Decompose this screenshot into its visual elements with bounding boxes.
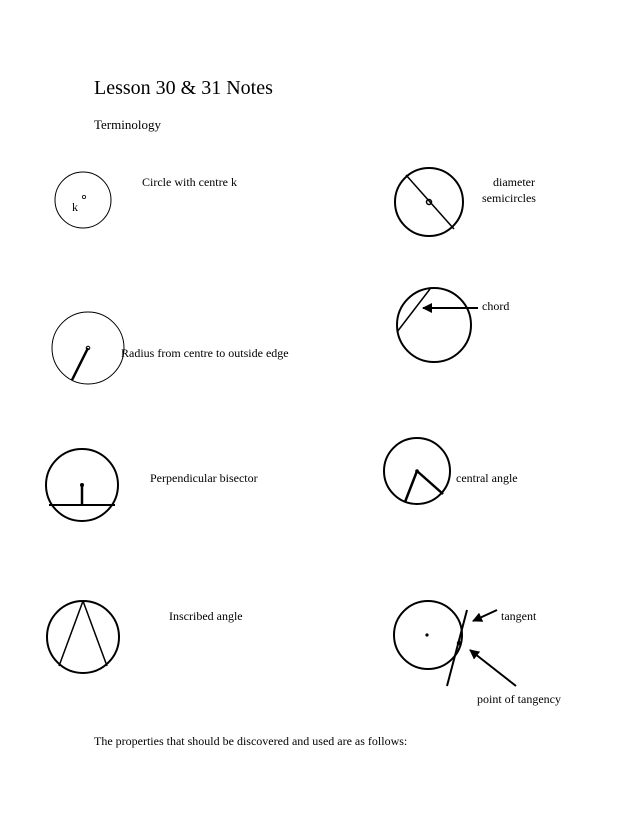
radius-figure — [52, 312, 124, 384]
chord-figure — [397, 288, 478, 362]
circle-centre-label: Circle with centre k — [142, 175, 237, 189]
central-angle-label: central angle — [456, 471, 518, 485]
circle-with-centre-figure — [55, 172, 111, 228]
central-angle-figure — [384, 438, 450, 504]
perpendicular-bisector-label: Perpendicular bisector — [150, 471, 258, 485]
chord-label: chord — [482, 299, 510, 313]
radius-label: Radius from centre to outside edge — [121, 346, 289, 360]
centre-k-label: k — [72, 200, 78, 214]
point-of-tangency-label: point of tangency — [477, 692, 561, 706]
inscribed-angle-figure — [47, 601, 119, 673]
properties-intro: The properties that should be discovered and used are as follows: — [94, 734, 408, 748]
perpendicular-bisector-figure — [46, 449, 118, 521]
inscribed-angle-label: Inscribed angle — [169, 609, 243, 623]
page-title: Lesson 30 & 31 Notes — [94, 77, 273, 99]
tangent-figure — [394, 601, 516, 686]
diameter-label: diameter — [493, 175, 535, 189]
diameter-figure — [395, 168, 463, 236]
semicircles-label: semicircles — [482, 191, 536, 205]
section-heading: Terminology — [94, 117, 161, 132]
tangent-label: tangent — [501, 609, 537, 623]
